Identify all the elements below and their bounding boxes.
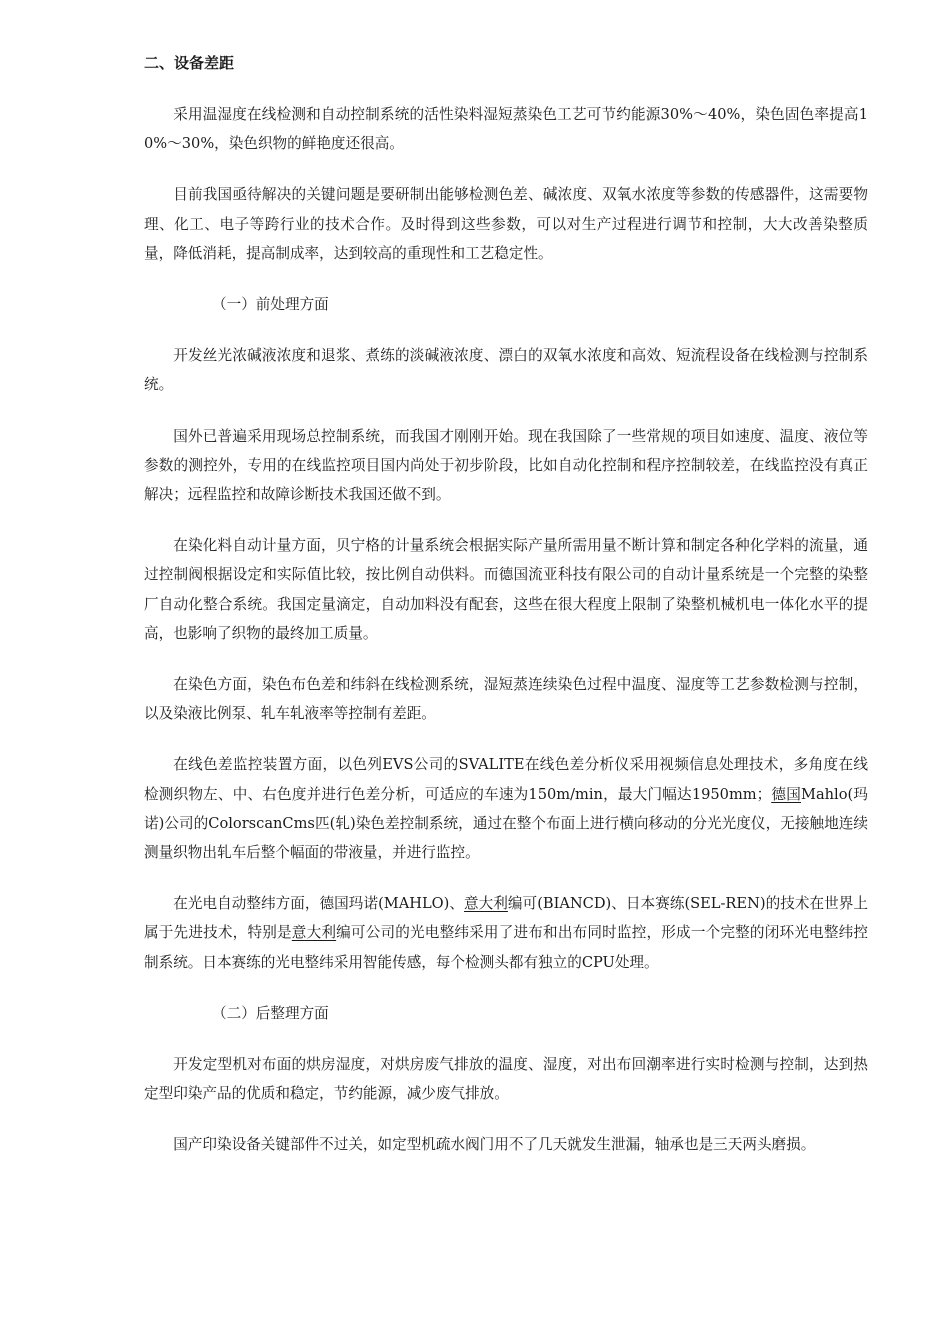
paragraph-stenter: 开发定型机对布面的烘房湿度，对烘房废气排放的温度、湿度，对出布回潮率进行实时检测与控制，达到热定型印染产品的优质和稳定，节约能源，减少废气排放。	[144, 1056, 868, 1103]
paragraph-fieldbus: 国外已普遍采用现场总控制系统，而我国才刚刚开始。现在我国除了一些常规的项目如速度、温度、液位等参数的测控外，专用的在线监控项目国内尚处于初步阶段，比如自动化控制和程序控制较差，在线监控没有真正解决；远程监控和故障诊断技术我国还做不到。	[144, 427, 868, 504]
paragraph-dosing: 在染化料自动计量方面，贝宁格的计量系统会根据实际产量所需用量不断计算和制定各种化学料的流量，通过控制阀根据设定和实际值比较，按比例自动供料。而德国流亚科技有限公司的自动计量系统是一个完整的染整厂自动化整合系统。我国定量滴定，自动加料没有配套，这些在很大程度上限制了染整机械机电一体化水平的提高，也影响了织物的最终加工质量。	[144, 537, 868, 642]
text-run: 编可(BIANCD)、日本赛练(SEL-REN)的技术在世界上属于先进技术，特别是	[144, 895, 868, 942]
paragraph-dyeing: 在染色方面，染色布色差和纬斜在线检测系统，湿短蒸连续染色过程中温度、湿度等工艺参数检测与控制，以及染液比例泵、轧车轧液率等控制有差距。	[144, 676, 868, 723]
paragraph-mercerizing: 开发丝光浓碱液浓度和退浆、煮练的淡碱液浓度、漂白的双氧水浓度和高效、短流程设备在线检测与控制系统。	[144, 347, 868, 394]
paragraph-wet-steam-dyeing: 采用温湿度在线检测和自动控制系统的活性染料湿短蒸染色工艺可节约能源30%～40%，染色固色率提高10%～30%，染色织物的鲜艳度还很高。	[144, 106, 868, 153]
underlined-term-italy: 意大利	[291, 924, 337, 942]
underlined-term-germany: 德国	[771, 785, 801, 803]
subsection-heading-finishing: （二）后整理方面	[212, 1004, 329, 1022]
text-run: 编可公司的光电整纬采用了进布和出布同时监控，形成一个完整的闭环光电整纬控制系统。日本赛练的光电整纬采用智能传感，每个检测头都有独立的CPU处理。	[144, 924, 868, 971]
text-run: 在线色差监控装置方面，以色列EVS公司的SVALITE在线色差分析仪采用视频信息处理技术，多角度在线检测织物左、中、右色度并进行色差分析，可适应的车速为150m/min，最大门幅达1950mm；	[144, 756, 868, 803]
text-run: 在光电自动整纬方面，德国玛诺(MAHLO)、	[173, 895, 465, 913]
paragraph-color-monitoring	[144, 750, 868, 867]
underlined-term-italy: 意大利	[464, 895, 508, 913]
document-page	[144, 50, 868, 1182]
paragraph-weft-straightening	[144, 889, 868, 977]
paragraph-key-problems: 目前我国亟待解决的关键问题是要研制出能够检测色差、碱浓度、双氧水浓度等参数的传感器件，这需要物理、化工、电子等跨行业的技术合作。及时得到这些参数，可以对生产过程进行调节和控制，大大改善染整质量，降低消耗，提高制成率，达到较高的重现性和工艺稳定性。	[144, 186, 868, 262]
subsection-heading-pretreatment: （一）前处理方面	[212, 296, 329, 314]
section-heading: 二、设备差距	[144, 54, 235, 72]
text-run: Mahlo(玛诺)公司的ColorscanCms匹(轧)染色差控制系统，通过在整个布面上进行横向移动的分光光度仪，无接触地连续测量织物出轧车后整个幅面的带液量，并进行监控。	[144, 785, 868, 862]
paragraph-domestic-parts: 国产印染设备关键部件不过关，如定型机疏水阀门用不了几天就发生泄漏，轴承也是三天两头磨损。	[173, 1136, 816, 1154]
